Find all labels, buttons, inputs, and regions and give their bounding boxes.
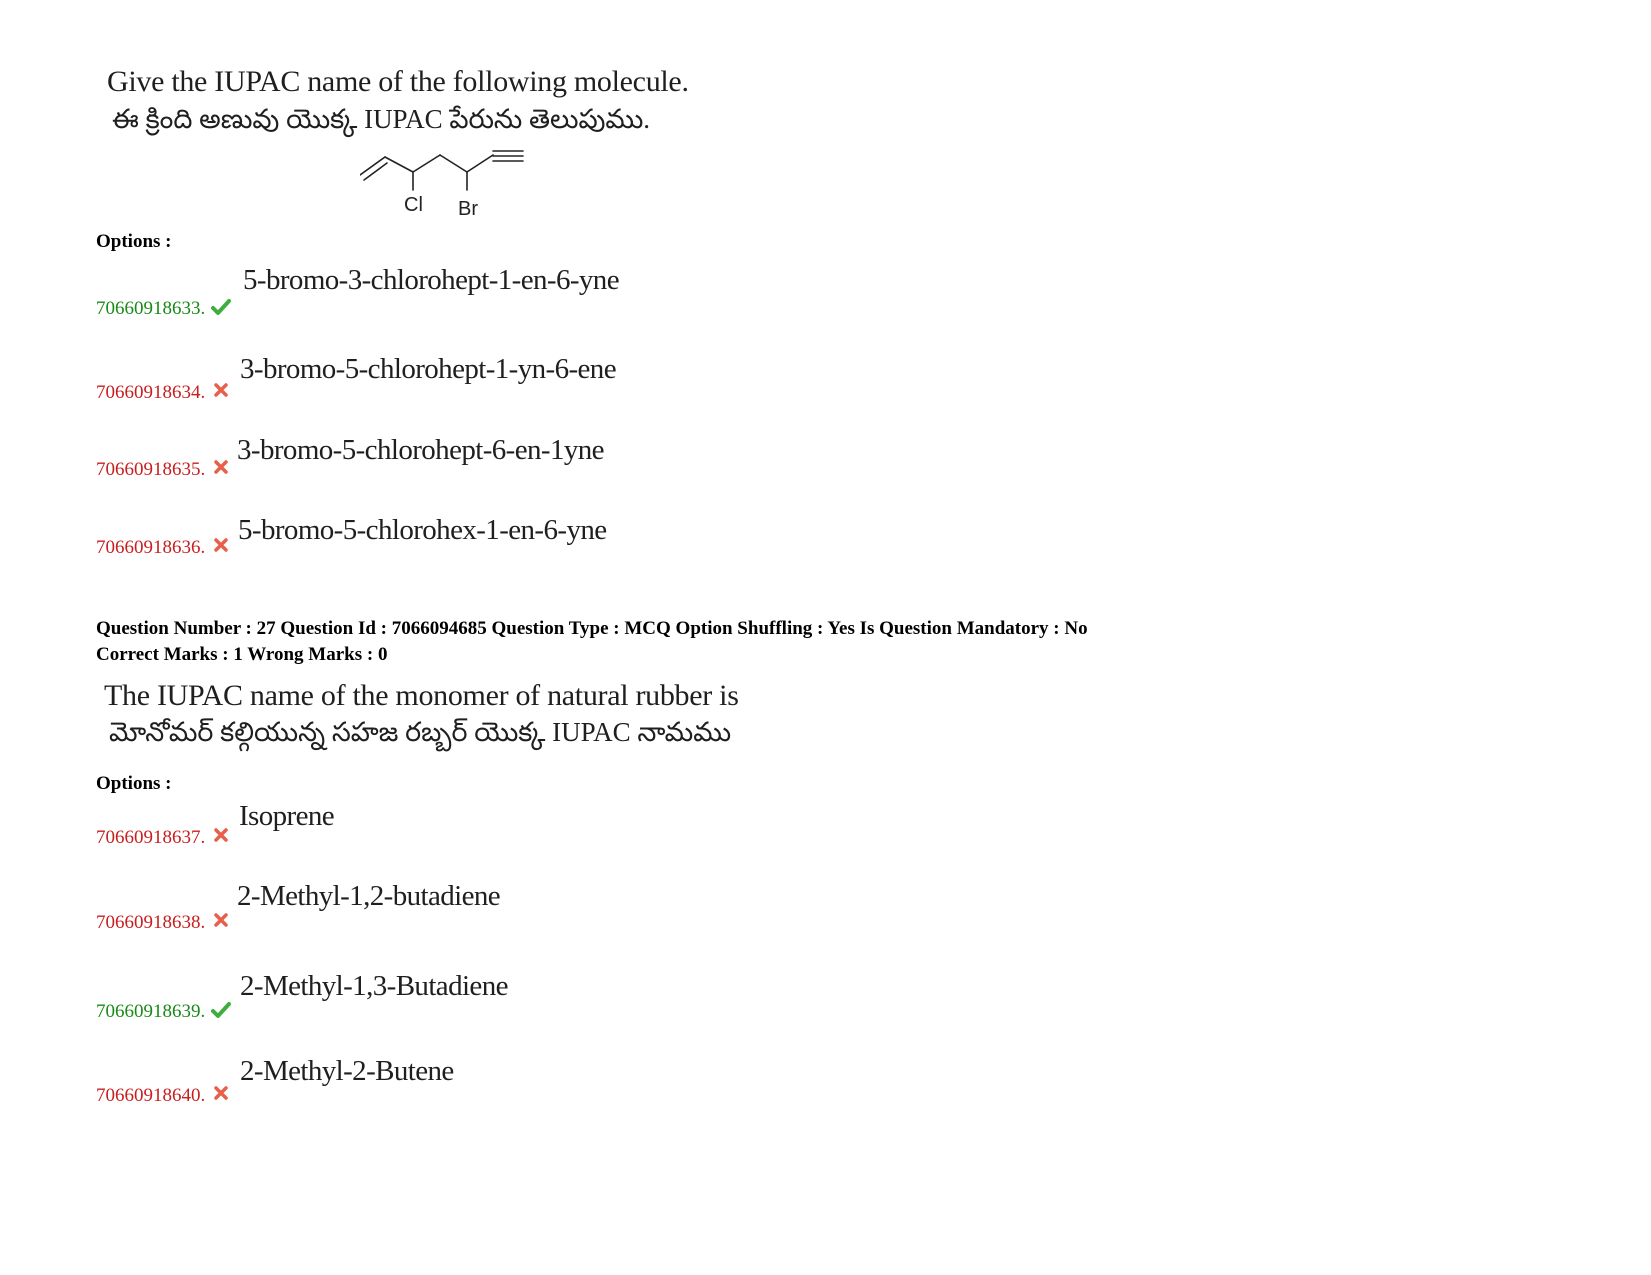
option-id: 70660918640.	[96, 1085, 206, 1106]
option-id: 70660918634.	[96, 382, 206, 403]
option-text: 5-bromo-5-chlorohex-1-en-6-yne	[238, 514, 607, 546]
options-label: Options :	[96, 773, 172, 794]
check-icon	[211, 1000, 231, 1020]
option-text: 2-Methyl-1,3-Butadiene	[240, 970, 508, 1002]
cross-icon	[211, 1083, 231, 1103]
option-id: 70660918635.	[96, 459, 206, 480]
option-id: 70660918639.	[96, 1001, 206, 1022]
question-text-en: Give the IUPAC name of the following molecule.	[107, 65, 689, 98]
check-icon	[211, 297, 231, 317]
question-text-en: The IUPAC name of the monomer of natural rubber is	[104, 679, 739, 712]
option-id: 70660918633.	[96, 298, 206, 319]
option-id: 70660918638.	[96, 912, 206, 933]
question-text-te: మోనోమర్ కల్గియున్న సహజ రబ్బర్ యొక్క IUPAC నామము	[109, 717, 732, 747]
question-meta-line2: Correct Marks : 1 Wrong Marks : 0	[96, 644, 388, 665]
cross-icon	[211, 910, 231, 930]
bromine-label: Br	[458, 198, 478, 220]
cross-icon	[211, 380, 231, 400]
option-text: 3-bromo-5-chlorohept-1-yn-6-ene	[240, 353, 616, 385]
question-text-te: ఈ క్రింది అణువు యొక్క IUPAC పేరును తెలుపుము.	[112, 104, 651, 134]
cross-icon	[211, 825, 231, 845]
option-id: 70660918636.	[96, 537, 206, 558]
cross-icon	[211, 457, 231, 477]
option-text: Isoprene	[239, 800, 335, 832]
option-text: 3-bromo-5-chlorohept-6-en-1yne	[237, 434, 604, 466]
option-id: 70660918637.	[96, 827, 206, 848]
question-meta-line1: Question Number : 27 Question Id : 7066094685 Question Type : MCQ Option Shuffling : Yes Is Question Mandatory : No	[96, 618, 1088, 639]
molecule-structure	[360, 145, 540, 225]
option-text: 2-Methyl-2-Butene	[240, 1055, 454, 1087]
chlorine-label: Cl	[404, 194, 423, 216]
cross-icon	[211, 535, 231, 555]
options-label: Options :	[96, 231, 172, 252]
option-text: 2-Methyl-1,2-butadiene	[237, 880, 501, 912]
option-text: 5-bromo-3-chlorohept-1-en-6-yne	[243, 264, 619, 296]
